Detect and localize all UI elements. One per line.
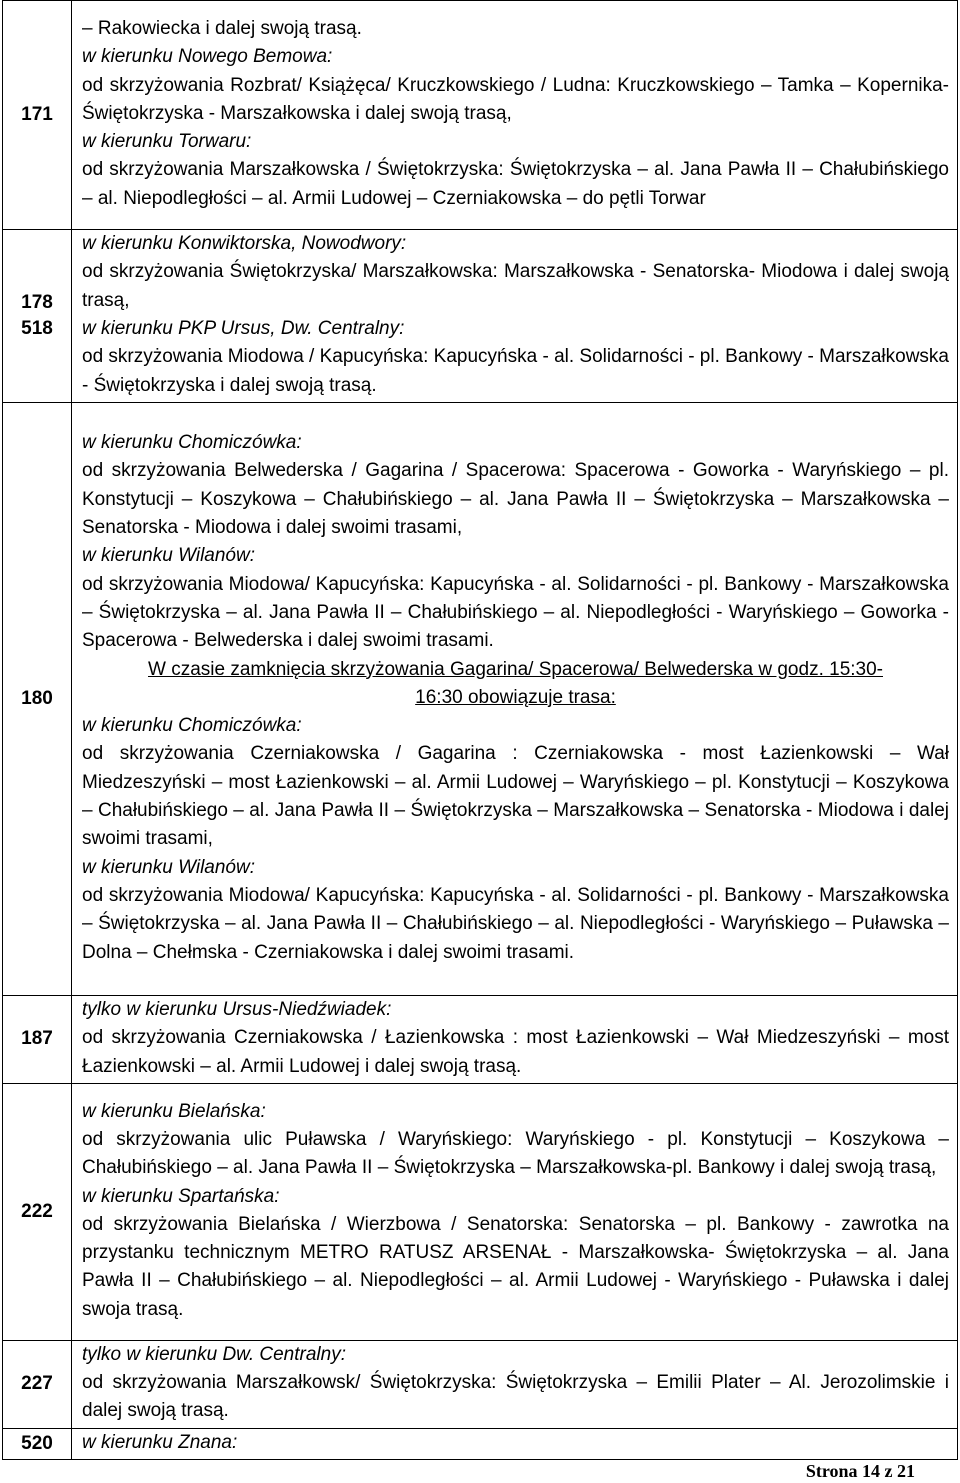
detour-table [2,0,958,1460]
route-text: od skrzyżowania Bielańska / Wierzbowa / Senatorska: Senatorska – pl. Bankowy - zawrotka na przystanku technicznym METRO RATUSZ ARSENAŁ - Marszałkowska- Świętokrzyska – al. Jana Pawła II – Chałubińskiego – al. Niepodległości – al. Armii Ludowej - Waryńskiego - Puławska i dalej swoja trasą. [82,1213,949,1320]
route-number-cell [3,1428,72,1459]
route-number: 180 [21,688,53,709]
route-number-cell [3,1,72,230]
direction-heading: w kierunku Nowego Bemowa: [82,46,333,68]
direction-heading: w kierunku Chomiczówka: [82,715,302,737]
route-row-171 [3,1,958,230]
route-number: 171 [21,104,53,125]
direction-heading: w kierunku PKP Ursus, Dw. Centralny: [82,318,405,339]
route-text: od skrzyżowania Świętokrzyska/ Marszałkowska: Marszałkowska - Senatorska- Miodowa i dalej swoją trasą, [82,261,949,311]
route-text: od skrzyżowania Miodowa/ Kapucyńska: Kapucyńska - al. Solidarności - pl. Bankowy - Marszałkowska – Świętokrzyska – al. Jana Pawła II – Chałubińskiego – al. Niepodległości - Waryńskiego – Goworka - Spacerowa - Belwederska i dalej swoimi trasami. [82,573,949,652]
route-description [72,996,958,1084]
route-number: 178 [21,292,53,313]
route-text: od skrzyżowania Belwederska / Gagarina / Spacerowa: Spacerowa - Goworka - Waryńskiego – pl. Konstytucji – Koszykowa – Chałubińskiego – al. Jana Pawła II – Świętokrzyska – Marszałkowska – Senatorska - Miodowa i dalej swoimi trasami, [82,460,949,539]
route-description [72,1,958,230]
route-text: od skrzyżowania Miodowa / Kapucyńska: Kapucyńska - al. Solidarności - pl. Bankowy - Marszałkowska - Świętokrzyska i dalej swoją trasą. [82,346,949,396]
route-row-187 [3,996,958,1084]
direction-heading: w kierunku Znana: [82,1431,238,1453]
route-number-cell [3,230,72,403]
route-text: od skrzyżowania Rozbrat/ Książęca/ Kruczkowskiego / Ludna: Kruczkowskiego – Tamka – Kopernika- Świętokrzyska - Marszałkowska i dalej swoją trasą, [82,74,949,124]
route-number: 222 [21,1200,53,1222]
route-number: 518 [21,318,53,339]
route-text: od skrzyżowania Czerniakowska / Łazienkowska : most Łazienkowski – Wał Miedzeszyński – most Łazienkowski – al. Armii Ludowej i dalej swoją trasą. [82,1027,949,1077]
route-row-227 [3,1340,958,1428]
route-number-cell [3,996,72,1084]
direction-heading: w kierunku Chomiczówka: [82,432,302,454]
direction-heading: w kierunku Bielańska: [82,1100,266,1122]
route-description [72,230,958,403]
direction-heading: tylko w kierunku Dw. Centralny: [82,1343,346,1365]
route-description [72,1083,958,1340]
direction-heading: w kierunku Konwiktorska, Nowodwory: [82,233,407,255]
route-row-520 [3,1428,958,1459]
route-number: 520 [21,1432,53,1454]
route-text: od skrzyżowania Marszałkowska / Świętokrzyska: Świętokrzyska – al. Jana Pawła II – Chałubińskiego – al. Niepodległości – al. Armii Ludowej – Czerniakowska – do pętli Torwar [82,159,949,209]
route-row-180 [3,403,958,996]
route-row-178-518 [3,230,958,403]
route-text: od skrzyżowania Czerniakowska / Gagarina : Czerniakowska - most Łazienkowski – Wał Miedzeszyński – most Łazienkowski – al. Armii Ludowej – Waryńskiego – pl. Konstytucji – Koszykowa – Chałubińskiego – al. Jana Pawła II – Świętokrzyska – Marszałkowska – Senatorska - Miodowa i dalej swoimi trasami, [82,743,949,850]
closure-notice: W czasie zamknięcia skrzyżowania Gagarina/ Spacerowa/ Belwederska w godz. 15:30-16:30 obowiązuje trasa: [148,658,883,708]
route-number-cell [3,1340,72,1428]
route-number: 187 [21,1028,53,1050]
route-number: 227 [21,1373,53,1395]
direction-heading: w kierunku Spartańska: [82,1185,280,1207]
route-text: od skrzyżowania ulic Puławska / Waryńskiego: Waryńskiego - pl. Konstytucji – Koszykowa – Chałubińskiego – al. Jana Pawła II – Świętokrzyska – Marszałkowska-pl. Bankowy i dalej swoją trasą, [82,1129,949,1179]
direction-heading: w kierunku Wilanów: [82,856,256,878]
route-row-222 [3,1083,958,1340]
route-description [72,403,958,996]
route-text: od skrzyżowania Marszałkowsk/ Świętokrzyska: Świętokrzyska – Emilii Plater – Al. Jerozolimskie i dalej swoją trasą. [82,1372,949,1422]
route-description [72,1340,958,1428]
page-number: Strona 14 z 21 [805,1461,915,1481]
direction-heading: tylko w kierunku Ursus-Niedźwiadek: [82,999,392,1020]
route-text: od skrzyżowania Miodowa/ Kapucyńska: Kapucyńska - al. Solidarności - pl. Bankowy - Marszałkowska – Świętokrzyska – al. Jana Pawła II – Chałubińskiego – al. Niepodległości - Waryńskiego – Puławska – Dolna – Chełmska - Czerniakowska i dalej swoimi trasami. [82,884,949,963]
route-number-cell [3,1083,72,1340]
direction-heading: w kierunku Torwaru: [82,131,252,153]
direction-heading: w kierunku Wilanów: [82,545,256,567]
text-line: – Rakowiecka i dalej swoją trasą. [82,17,362,39]
route-description [72,1428,958,1459]
route-number-cell [3,403,72,996]
